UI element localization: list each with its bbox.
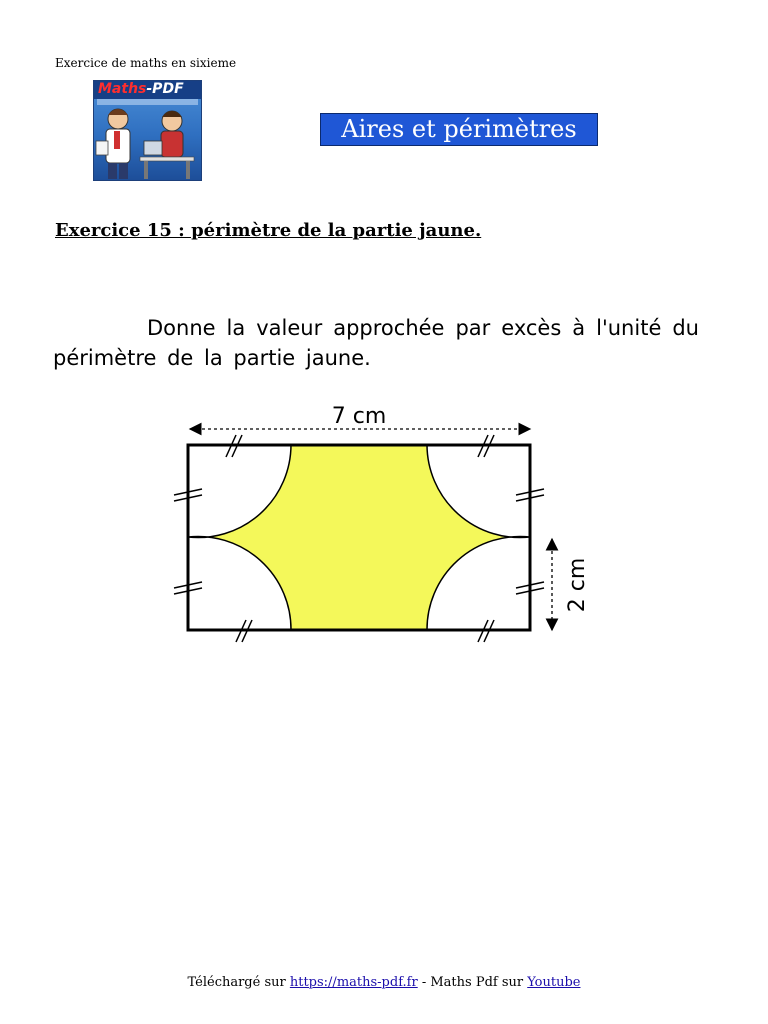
yellow-region (188, 445, 530, 630)
height-label: 2 cm (565, 557, 590, 613)
geometry-figure (160, 395, 600, 645)
logo-text-pdf: -PDF (146, 81, 184, 97)
footer-prefix: Téléchargé sur (187, 975, 290, 990)
width-label: 7 cm (331, 404, 387, 429)
exercise-title: Exercice 15 : périmètre de la partie jaune. (55, 220, 482, 241)
page-title: Aires et périmètres (320, 113, 598, 146)
exercise-instruction: Donne la valeur approchée par excès à l'unité du périmètre de la partie jaune. (53, 316, 699, 370)
footer (0, 975, 768, 990)
logo-text (98, 81, 184, 97)
logo-text-maths: Maths (98, 81, 147, 97)
footer-middle: - Maths Pdf sur (417, 975, 528, 990)
youtube-link[interactable]: Youtube (527, 975, 581, 990)
maths-pdf-link[interactable]: https://maths-pdf.fr (289, 975, 418, 990)
document-header: Exercice de maths en sixieme (55, 56, 237, 70)
maths-pdf-logo (93, 80, 202, 181)
logo-characters-illustration (94, 101, 201, 181)
